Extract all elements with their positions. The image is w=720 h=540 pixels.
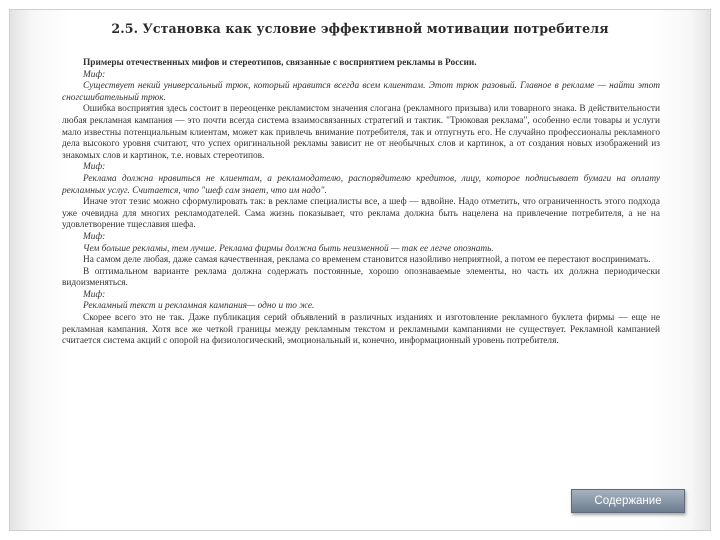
myth-text-2: Реклама должна нравиться не клиентам, а рекламодателю, распорядителю кредитов, лицу, которое подписывает бумаги на оплату рекламных услуг. Считается, что "шеф сам знает, что им надо". xyxy=(62,173,660,196)
myth-text-1: Существует некий универсальный трюк, который нравится всегда всем клиентам. Этот трюк разовый. Главное в рекламе — найти этот сногсшибательный трюк. xyxy=(62,81,660,103)
myth-label-4: Миф: xyxy=(83,289,106,300)
paragraph-4: Скорее всего это не так. Даже публикация серий объявлений в различных изданиях и изготовление рекламного буклета фирмы — еще не рекламная кампания. Хотя все же четкой границы между рекламным текстом и рекламными кампаниями не существует. Рекламной кампанией считается система акций с опорой на физиологический, эмоциональный и, конечно, информационный уровень потребителя. xyxy=(62,313,660,347)
paragraph-1: Ошибка восприятия здесь состоит в переоценке рекламистом значения слогана (рекламного призыва) или товарного знака. В действительности любая рекламная кампания — это почти всегда система взаимосвязанных стратегий и тактик. "Трюковая реклама", особенно если товары и услуги мало известны потенциальным клиентам, может как привлечь внимание потребителя, так и отпугнуть его. Не случайно профессионалы рекламного дела высокого уровня считают, что успех оригинальной рекламы зависит не от необычных слов и картинок, а от создания новых изображений из знакомых слов и картинок, т.е. новых стереотипов. xyxy=(62,104,660,161)
paragraph-2: Иначе этот тезис можно сформулировать так: в рекламе специалисты все, а шеф — вдвойне. Надо отметить, что ограниченность этого подхода уже очевидна для многих рекламодателей. Сама жизнь показывает, что реклама должна быть нацелена на привлечение потребителя, а не на удовлетворение тщеславия шефа. xyxy=(62,197,660,231)
slide-content xyxy=(62,58,660,348)
myth-text-3: Чем больше рекламы, тем лучше. Реклама фирмы должна быть неизменной — так ее легче опознать. xyxy=(83,243,494,254)
myth-text-4: Рекламный текст и рекламная кампания— одно и то же. xyxy=(83,301,315,312)
myth-label-3: Миф: xyxy=(83,231,106,242)
slide-title: 2.5. Установка как условие эффективной мотивации потребителя xyxy=(111,21,609,36)
myth-label-2: Миф: xyxy=(83,162,106,173)
contents-button[interactable]: Содержание xyxy=(571,489,685,513)
myth-label-1: Миф: xyxy=(83,69,106,80)
paragraph-3b: В оптимальном варианте реклама должна содержать постоянные, хорошо опознаваемые элементы, но часть их должна периодически видоизменяться. xyxy=(62,266,660,289)
section-heading: Примеры отечественных мифов и стереотипов, связанные с восприятием рекламы в России. xyxy=(83,58,477,68)
paragraph-3a: На самом деле любая, даже самая качественная, реклама со временем становится назойливо неприятной, а потом ее перестают воспринимать. xyxy=(83,255,651,266)
